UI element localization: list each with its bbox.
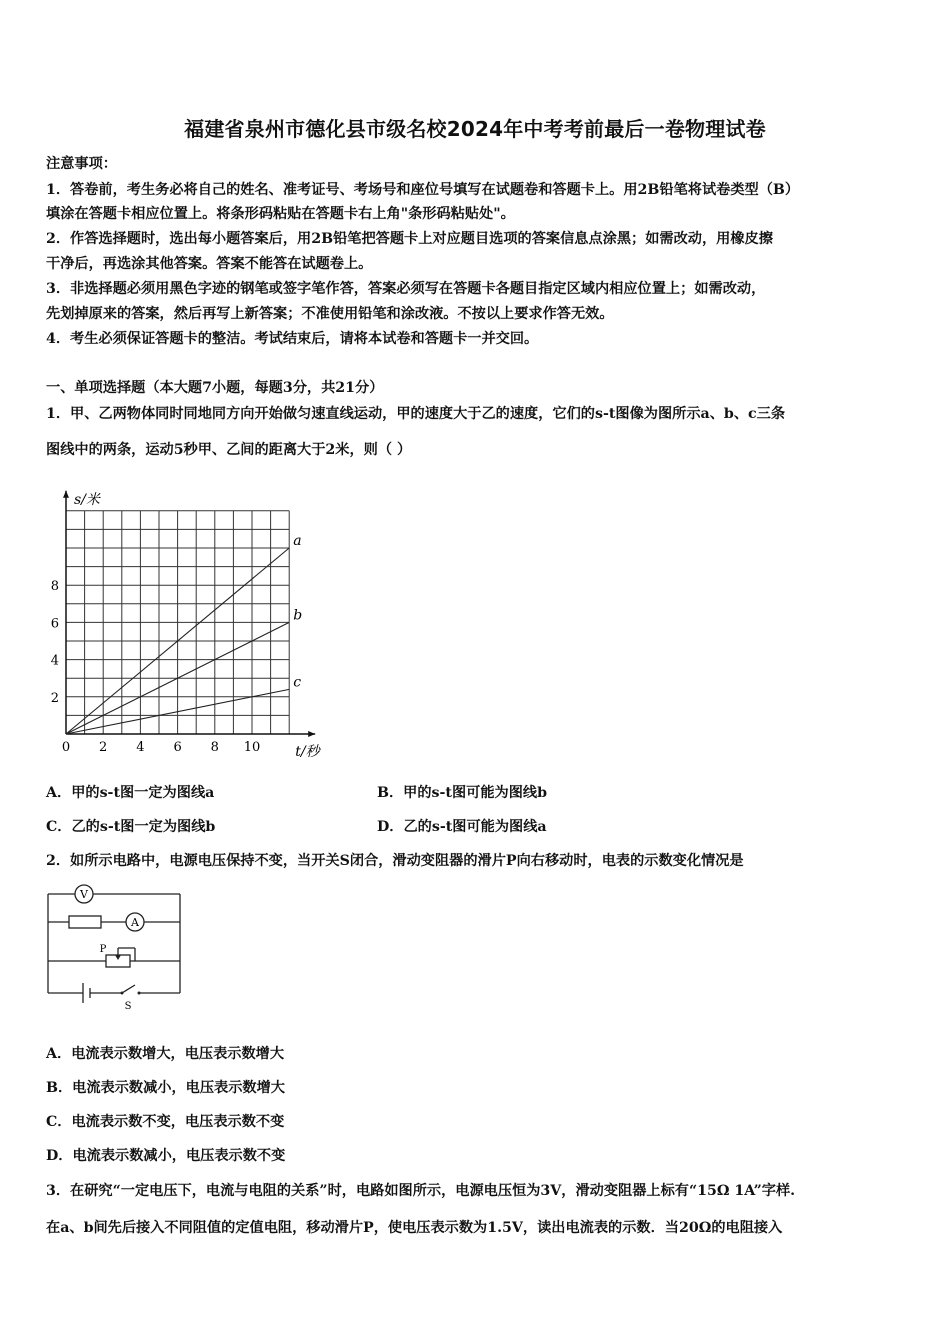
q1-option-d[interactable]: D．乙的s-t图可能为图线a — [377, 819, 547, 835]
x-tick-label: 0 — [61, 740, 71, 755]
x-tick-label: 2 — [99, 740, 108, 755]
notice-line: 4．考生必须保证答题卡的整洁。考试结束后，请将本试卷和答题卡一并交回。 — [46, 331, 539, 347]
q2-stem: 2．如所示电路中，电源电压保持不变，当开关S闭合，滑动变阻器的滑片P向右移动时，电表的示数变化情况是 — [46, 853, 744, 869]
y-tick-label: 6 — [50, 616, 59, 632]
y-axis-label: s/米 — [74, 492, 100, 508]
q2-circuit-diagram — [43, 880, 185, 1012]
slider-label: P — [99, 944, 107, 955]
x-tick-label: 8 — [210, 740, 219, 755]
x-tick-label: 4 — [136, 740, 145, 755]
series-label-c: c — [293, 674, 302, 691]
y-axis-arrow-icon — [63, 491, 69, 498]
notice-line: 2．作答选择题时，选出每小题答案后，用2B铅笔把答题卡上对应题目选项的答案信息点涂黑；如需改动，用橡皮擦 — [46, 231, 773, 247]
q2-option-b[interactable]: B．电流表示数减小，电压表示数增大 — [46, 1080, 285, 1096]
q2-option-d[interactable]: D．电流表示数减小，电压表示数不变 — [46, 1148, 286, 1164]
q1-stem-line2: 图线中的两条，运动5秒甲、乙间的距离大于2米，则（ ） — [46, 442, 412, 458]
page-title: 福建省泉州市德化县市级名校2024年中考考前最后一卷物理试卷 — [184, 117, 766, 141]
y-tick-label: 2 — [50, 690, 59, 706]
q2-option-c[interactable]: C．电流表示数不变，电压表示数不变 — [46, 1114, 285, 1130]
notice-heading: 注意事项： — [46, 156, 117, 172]
x-axis-label: t/秒 — [295, 744, 320, 760]
notice-line: 1．答卷前，考生务必将自己的姓名、准考证号、考场号和座位号填写在试题卷和答题卡上。用2B铅笔将试卷类型（B） — [46, 182, 800, 198]
y-tick-label: 4 — [50, 653, 59, 669]
st-graph — [40, 478, 340, 768]
notice-line: 先划掉原来的答案，然后再写上新答案；不准使用铅笔和涂改液。不按以上要求作答无效。 — [46, 306, 614, 322]
q1-option-a[interactable]: A．甲的s-t图一定为图线a — [46, 785, 215, 801]
notice-line: 填涂在答题卡相应位置上。将条形码粘贴在答题卡右上角"条形码粘贴处"。 — [46, 206, 515, 222]
graph-axes — [63, 491, 315, 737]
x-tick-label: 10 — [243, 740, 261, 755]
q3-stem-line1: 3．在研究“一定电压下，电流与电阻的关系”时，电路如图所示，电源电压恒为3V，滑动变阻器上标有“15Ω 1A”字样. — [46, 1183, 796, 1199]
q1-option-c[interactable]: C．乙的s-t图一定为图线b — [46, 819, 216, 835]
graph-grid — [66, 511, 289, 734]
notice-line: 3．非选择题必须用黑色字迹的钢笔或签字笔作答，答案必须写在答题卡各题目指定区域内相应位置上；如需改动， — [46, 281, 766, 297]
switch-pivot-icon — [121, 992, 124, 995]
q1-option-b[interactable]: B．甲的s-t图可能为图线b — [377, 785, 548, 801]
notice-line: 干净后，再选涂其他答案。答案不能答在试题卷上。 — [46, 256, 373, 272]
voltmeter-label: V — [80, 888, 88, 901]
series-label-b: b — [293, 607, 303, 624]
y-tick-label: 8 — [50, 579, 59, 595]
slider-arrow-icon — [115, 955, 121, 960]
q2-option-a[interactable]: A．电流表示数增大，电压表示数增大 — [46, 1046, 285, 1062]
section-heading: 一、单项选择题（本大题7小题，每题3分，共21分） — [46, 380, 384, 396]
q1-stem-line1: 1．甲、乙两物体同时同地同方向开始做匀速直线运动，甲的速度大于乙的速度，它们的s-t图像为图所示a、b、c三条 — [46, 406, 786, 422]
switch-contact-icon — [138, 992, 141, 995]
ammeter-label: A — [131, 916, 139, 929]
series-label-a: a — [293, 533, 302, 549]
switch-label: S — [124, 1001, 132, 1012]
x-axis-arrow-icon — [308, 731, 315, 737]
q3-stem-line2: 在a、b间先后接入不同阻值的定值电阻，移动滑片P，使电压表示数为1.5V，读出电流表的示数．当20Ω的电阻接入 — [46, 1220, 783, 1236]
x-tick-label: 6 — [173, 740, 182, 755]
